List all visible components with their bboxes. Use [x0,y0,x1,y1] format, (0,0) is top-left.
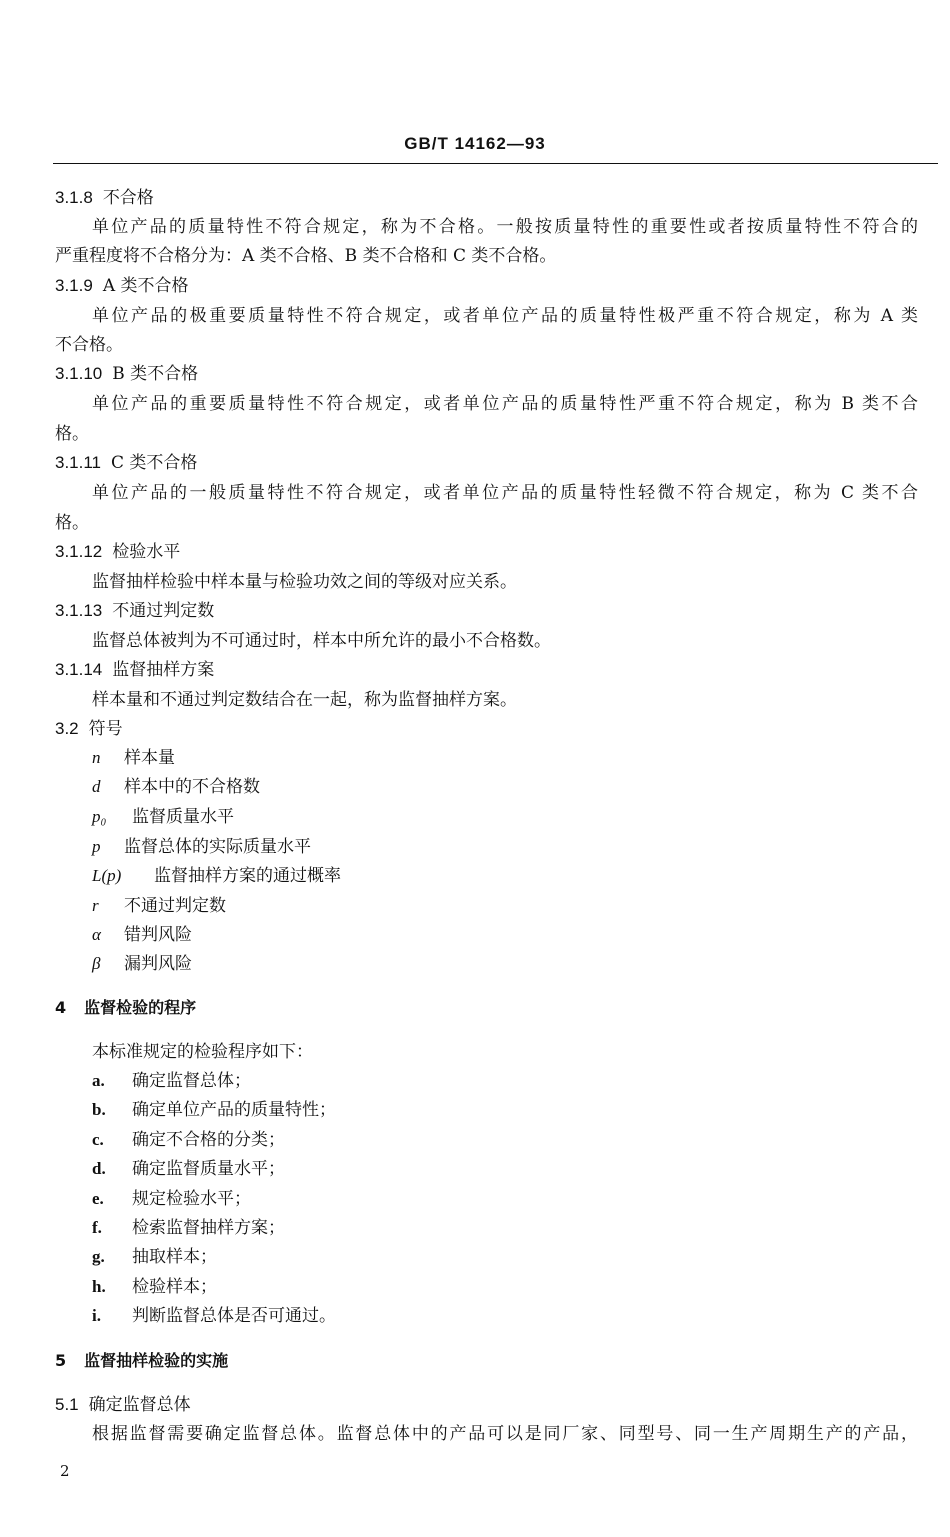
page-number: 2 [60,1462,70,1480]
symbol-item [92,836,311,858]
symbol: d [92,777,101,796]
procedure-step: e. 规定检验水平； [92,1189,251,1209]
section-3-1-8-heading: 3.1.8 不合格 [55,188,154,208]
symbol-item [92,806,234,828]
symbol-item [92,776,260,798]
section-3-1-8-body-line1: 单位产品的质量特性不符合规定，称为不合格。一般按质量特性的重要性或者按质量特性不符合的 [92,217,918,237]
symbol-description: 错判风险 [124,925,192,945]
procedure-step: a. 确定监督总体； [92,1071,251,1091]
section-3-1-9-heading: 3.1.9 A 类不合格 [55,276,189,296]
section-3-1-10-body-line1: 单位产品的重要质量特性不符合规定，或者单位产品的质量特性严重不符合规定，称为 B 类不合 [92,394,918,414]
symbol-description: 监督总体的实际质量水平 [124,837,311,857]
symbol: α [92,925,101,944]
section-3-2-heading: 3.2 符号 [55,719,123,739]
section-3-1-12-body: 监督抽样检验中样本量与检验功效之间的等级对应关系。 [92,572,517,592]
standard-code-header: GB/T 14162—93 [404,134,546,153]
section-3-1-8-body-line2: 严重程度将不合格分为：A 类不合格、B 类不合格和 C 类不合格。 [55,246,557,266]
symbol: L(p) [92,866,122,885]
procedure-step: f. 检索监督抽样方案； [92,1218,285,1238]
procedure-step: d. 确定监督质量水平； [92,1159,285,1179]
symbol: n [92,748,101,767]
chapter-4-intro: 本标准规定的检验程序如下： [92,1042,313,1062]
section-3-1-11-body-line2: 格。 [55,513,89,533]
procedure-step: h. 检验样本； [92,1277,217,1297]
symbol-item [92,895,226,917]
symbol: r [92,896,99,915]
symbol: β [92,954,101,973]
symbol-item [92,924,192,946]
symbol-item [92,747,175,769]
section-3-1-10-body-line2: 格。 [55,424,89,444]
section-3-1-12-heading: 3.1.12 检验水平 [55,542,181,562]
chapter-5-heading: 5 监督抽样检验的实施 [55,1351,229,1370]
symbol: p [92,837,101,856]
header-rule [53,163,938,164]
symbol: p₀ [92,807,107,826]
section-3-1-9-body-line2: 不合格。 [55,335,123,355]
procedure-step: c. 确定不合格的分类； [92,1130,285,1150]
procedure-step: i. 判断监督总体是否可通过。 [92,1306,336,1326]
section-3-1-10-heading: 3.1.10 B 类不合格 [55,364,199,384]
symbol-item [92,865,341,887]
section-3-1-13-body: 监督总体被判为不可通过时，样本中所允许的最小不合格数。 [92,631,551,651]
procedure-step: b. 确定单位产品的质量特性； [92,1100,336,1120]
section-3-1-11-body-line1: 单位产品的一般质量特性不符合规定，或者单位产品的质量特性轻微不符合规定，称为 C 类不合 [92,483,918,503]
symbol-description: 监督抽样方案的通过概率 [154,866,341,886]
symbol-item [92,953,192,975]
symbol-description: 样本量 [124,748,175,768]
symbol-description: 不通过判定数 [124,896,226,916]
chapter-4-heading: 4 监督检验的程序 [55,998,197,1017]
section-3-1-14-heading: 3.1.14 监督抽样方案 [55,660,215,680]
symbol-description: 监督质量水平 [132,807,234,827]
section-3-1-13-heading: 3.1.13 不通过判定数 [55,601,215,621]
section-3-1-9-body-line1: 单位产品的极重要质量特性不符合规定，或者单位产品的质量特性极严重不符合规定，称为 A 类 [92,306,918,326]
section-3-1-14-body: 样本量和不通过判定数结合在一起，称为监督抽样方案。 [92,690,517,710]
symbol-description: 样本中的不合格数 [124,777,260,797]
symbol-description: 漏判风险 [124,954,192,974]
procedure-step: g. 抽取样本； [92,1247,217,1267]
section-3-1-11-heading: 3.1.11 C 类不合格 [55,453,198,473]
section-5-1-heading: 5.1 确定监督总体 [55,1395,191,1415]
section-5-1-body-line1: 根据监督需要确定监督总体。监督总体中的产品可以是同厂家、同型号、同一生产周期生产的产品， [92,1424,918,1444]
